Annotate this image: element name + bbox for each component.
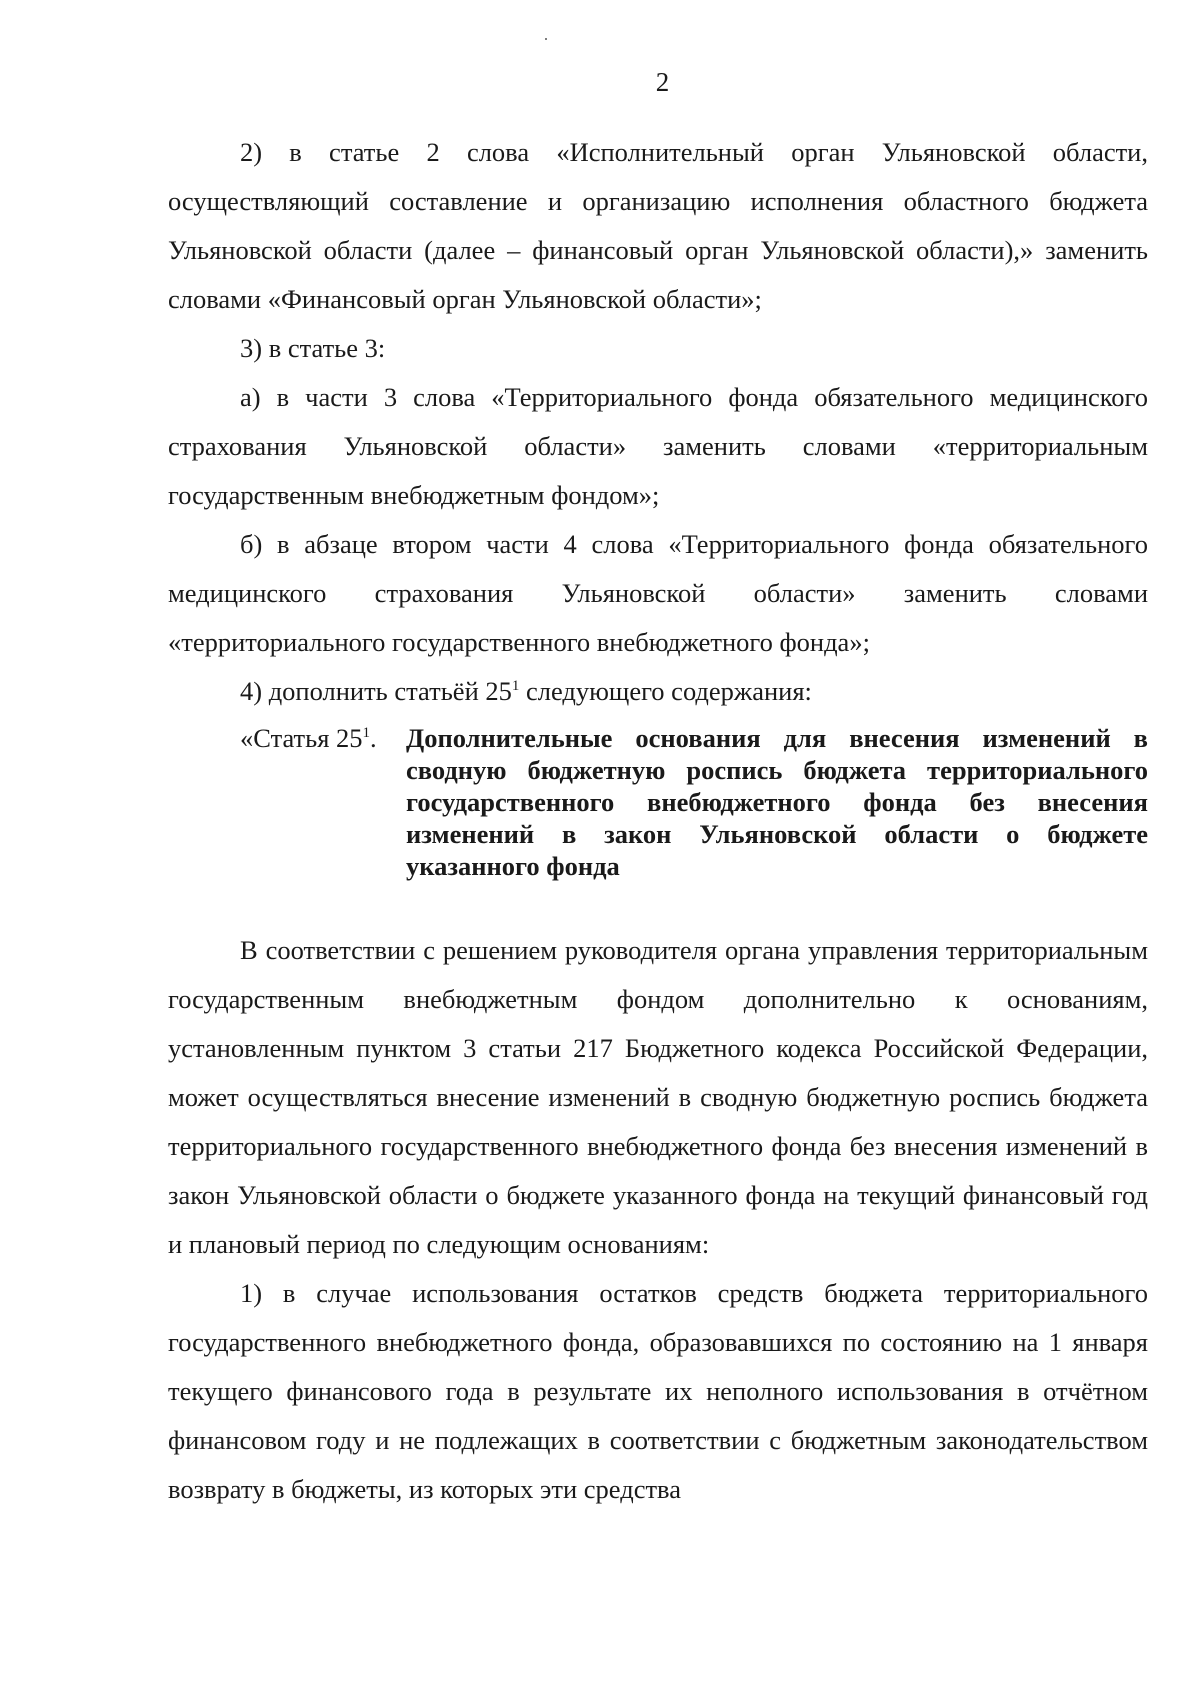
paragraph-item-2: 2) в статье 2 слова «Исполнительный орган Ульяновской области, осуществляющий составление и организацию исполнения областного бюджета Ульяновской области (далее – финансовый орган Ульяновской области),» заменить словами «Финансовый орган Ульяновской области»; [168, 137, 1148, 314]
article-body-paragraph: В соответствии с решением руководителя органа управления территориальным государственным внебюджетным фондом дополнительно к основаниям, установленным пунктом 3 статьи 217 Бюджетного кодекса Российской Федерации, может осуществляться внесение изменений в сводную бюджетную роспись бюджета территориального государственного внебюджетного фонда без внесения изменений в закон Ульяновской области о бюджете указанного фонда на текущий финансовый год и плановый период по следующим основаниям: [168, 935, 1148, 1259]
article-title: Дополнительные основания для внесения изменений в сводную бюджетную роспись бюджета территориального государственного внебюджетного фонда без внесения изменений в закон Ульяновской области о бюджете указанного фонда [406, 723, 1148, 881]
page-number: 2 [655, 67, 670, 97]
article-number-dot: . [370, 723, 377, 753]
paragraph-item-4 [168, 667, 1148, 716]
paragraph-item-3a: а) в части 3 слова «Территориального фонда обязательного медицинского страхования Ульяновской области» заменить словами «территориальным государственным внебюджетным фондом»; [168, 382, 1148, 510]
document-body [168, 128, 1148, 1514]
article-number-superscript: 1 [362, 725, 371, 742]
article-heading [168, 722, 1148, 882]
scan-speck [545, 38, 547, 40]
article-body-item-1: 1) в случае использования остатков средств бюджета территориального государственного внебюджетного фонда, образовавшихся по состоянию на 1 января текущего финансового года в результате их неполного использования в отчётном финансовом году и не подлежащих в соответствии с бюджетным законодательством возврату в бюджеты, из которых эти средства [168, 1278, 1148, 1504]
article-number-text: «Статья 25 [240, 723, 363, 753]
article-number [168, 722, 418, 882]
paragraph-item-3: 3) в статье 3: [240, 333, 386, 363]
heading-spacer [168, 882, 1148, 926]
paragraph-item-3b: б) в абзаце втором части 4 слова «Территориального фонда обязательного медицинского страхования Ульяновской области» заменить словами «территориального государственного внебюджетного фонда»; [168, 529, 1148, 657]
item4-superscript: 1 [511, 678, 520, 695]
item4-text-before: 4) дополнить статьёй 25 [240, 676, 512, 706]
item4-text-after: следующего содержания: [519, 676, 812, 706]
